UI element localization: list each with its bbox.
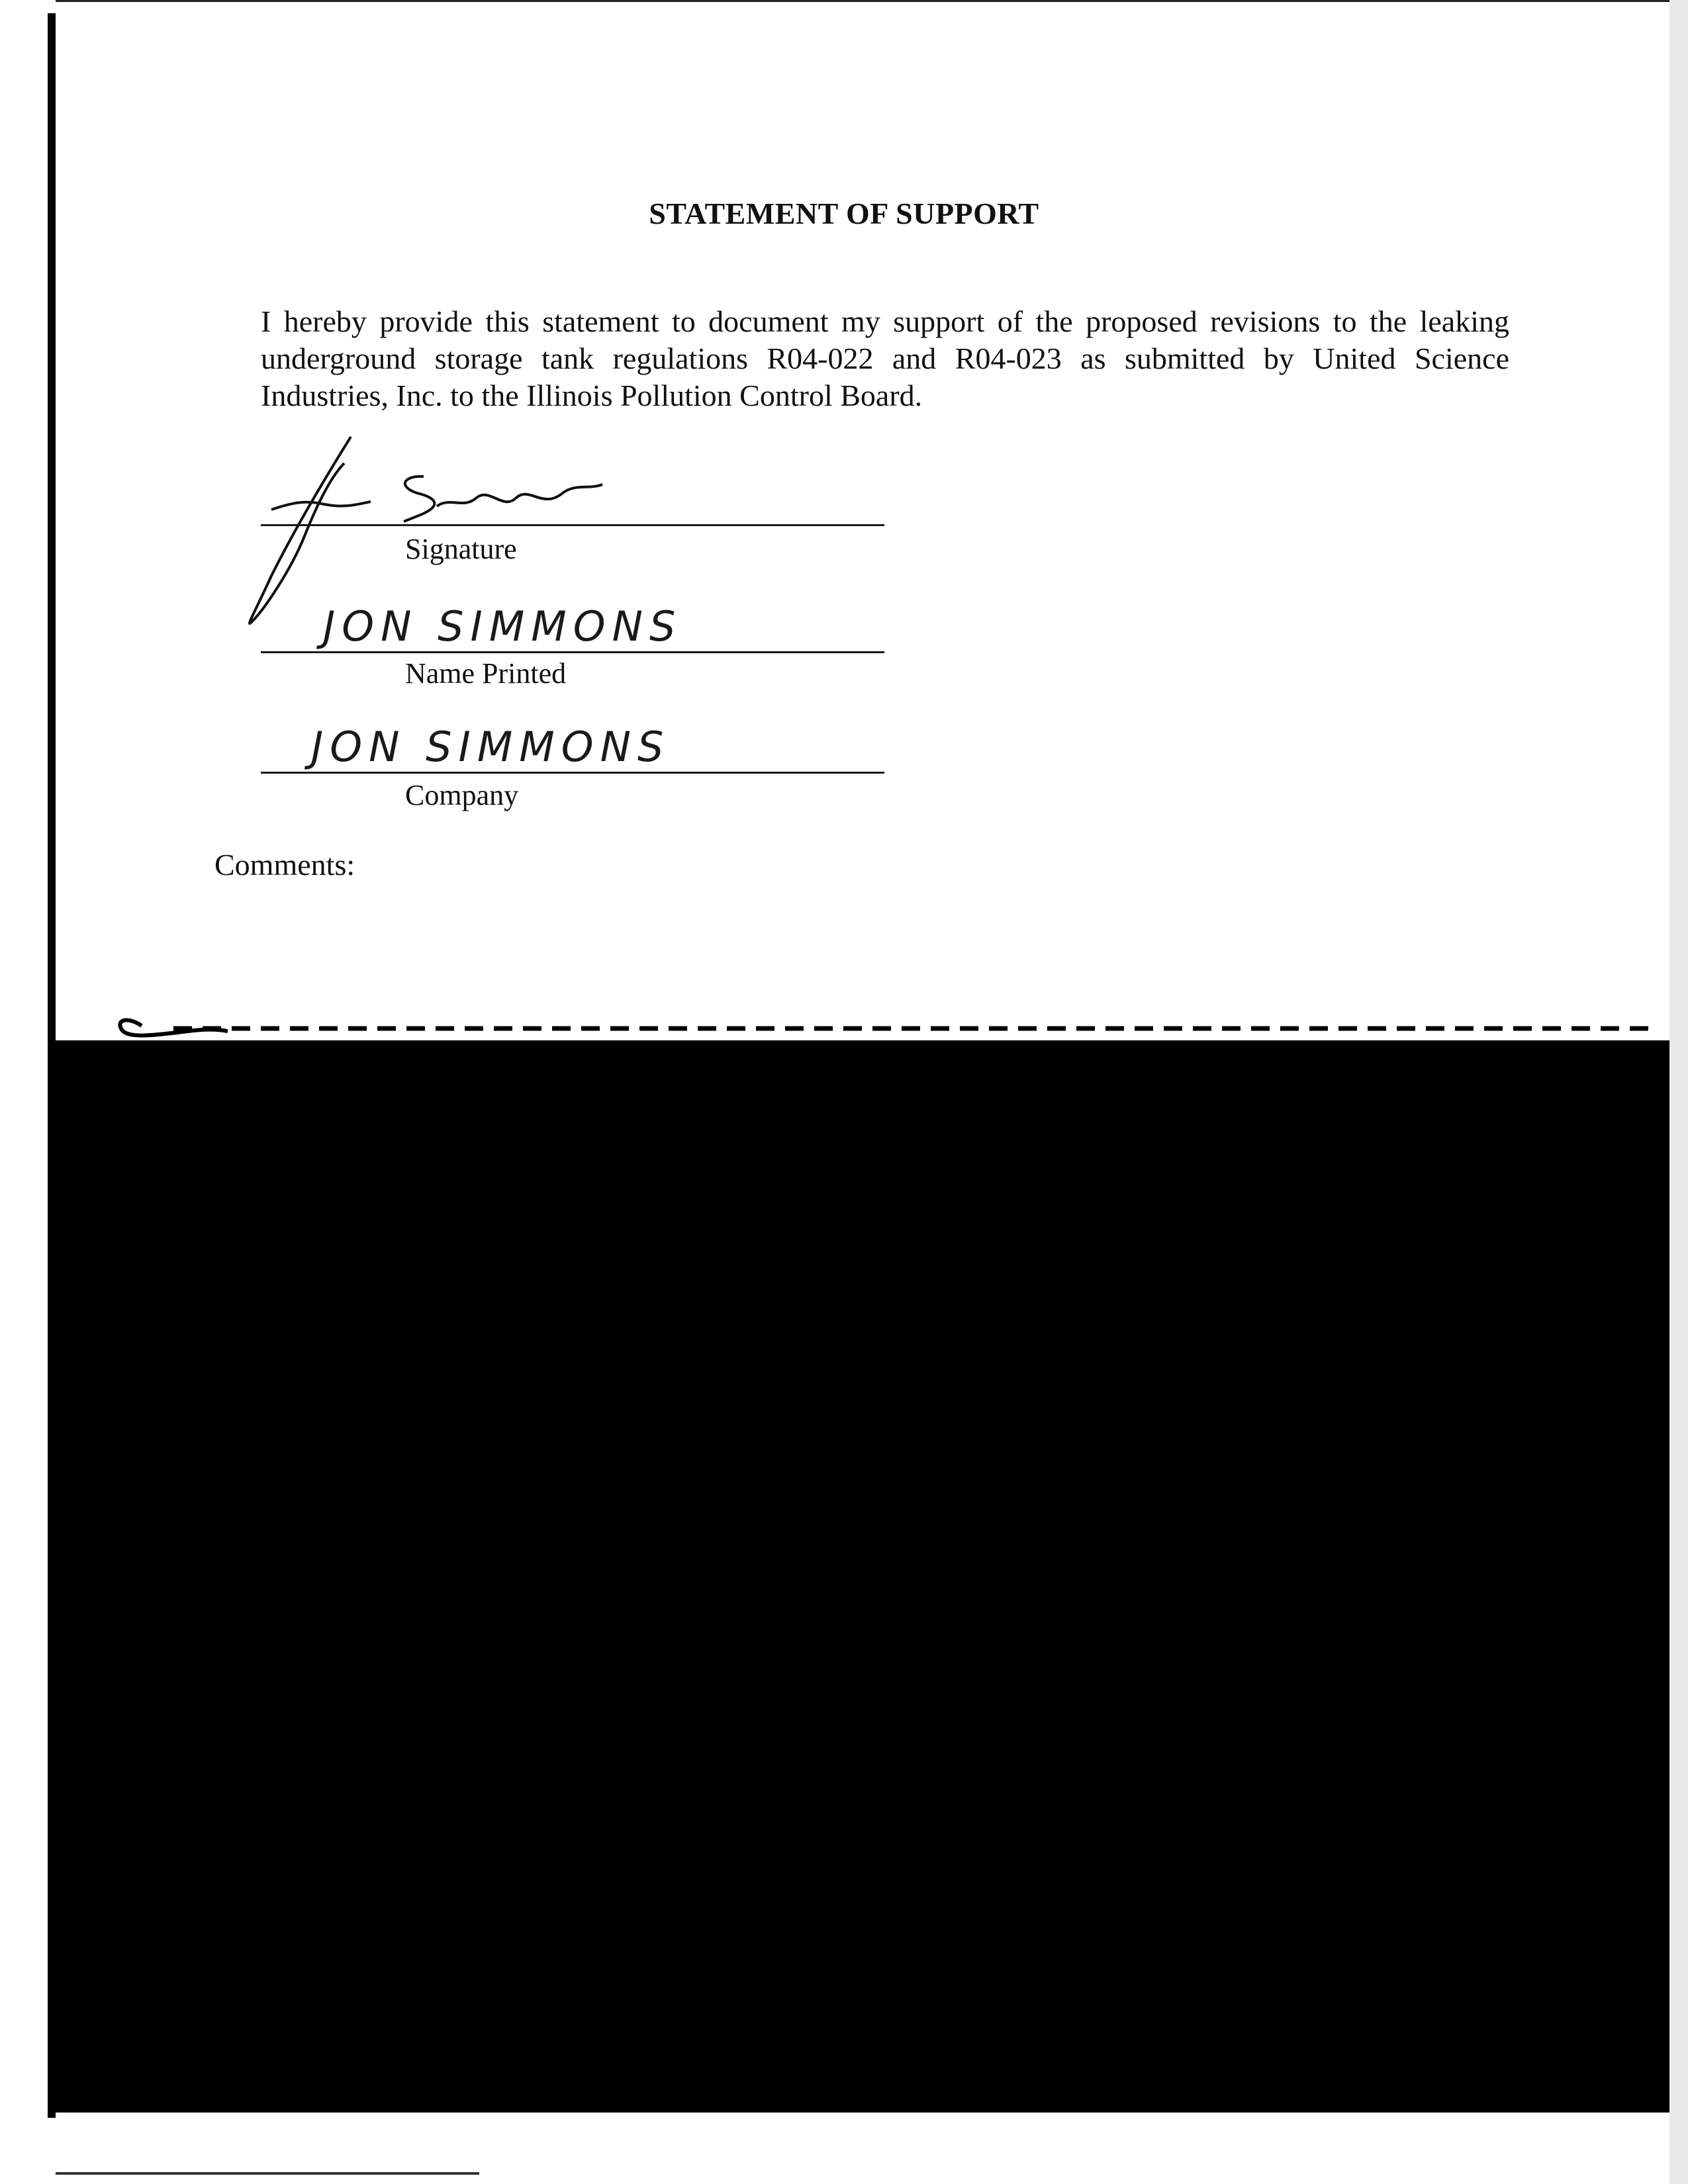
company-line [261,772,884,774]
dashed-cut-line [173,1026,1656,1031]
signature-line [261,524,884,526]
document-title: STATEMENT OF SUPPORT [649,197,1039,230]
company-label: Company [405,779,519,811]
signature-label: Signature [405,533,517,565]
scan-left-edge [48,13,56,2118]
company-value: JON SIMMONS [311,723,671,771]
statement-paragraph: I hereby provide this statement to document my support of the proposed revisions to the leaking underground storage tank regulations R04-022 and R04-023 as submitted by United Science Industries, Inc. to the Illinois Pollution Control Board. [261,304,1509,412]
redacted-area [56,1040,1669,2113]
comments-label: Comments: [214,848,355,882]
scan-top-edge [56,0,1671,2]
scan-right-edge [1669,0,1688,2184]
name-printed-line [261,651,884,653]
name-printed-label: Name Printed [405,657,567,690]
name-printed-value: JON SIMMONS [323,602,682,651]
scan-bottom-edge [56,2172,479,2175]
